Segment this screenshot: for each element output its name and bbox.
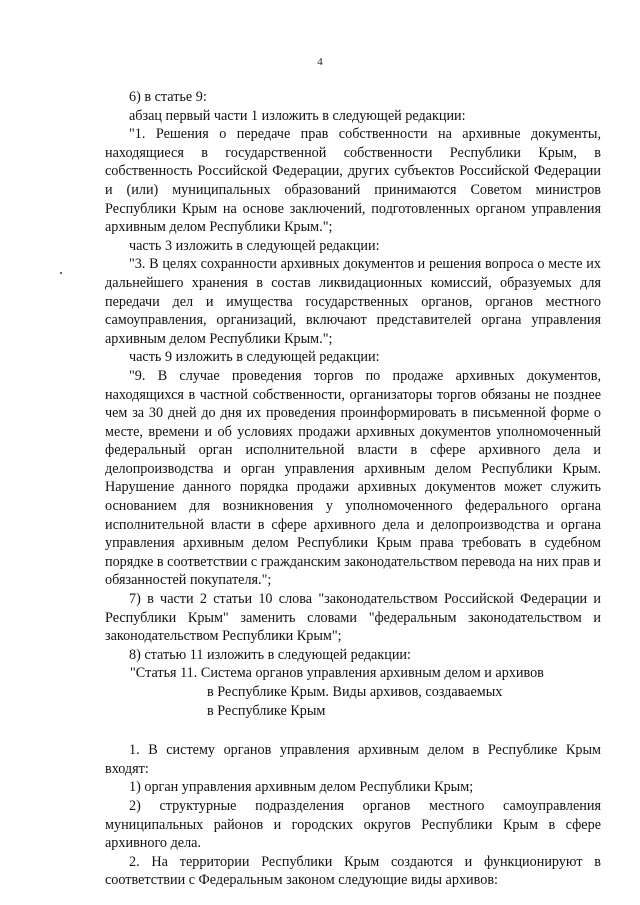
paragraph: 2) структурные подразделения органов местного самоуправления муниципальных районов и городских округов Республики Крым в сфере архивного дела. bbox=[105, 797, 601, 852]
paragraph: часть 9 изложить в следующей редакции: bbox=[129, 349, 380, 366]
paragraph: 6) в статье 9: bbox=[129, 89, 207, 105]
paragraph: "3. В целях сохранности архивных документов и решения вопроса о месте их дальнейшего хранения в состав ликвидационных комиссий, образуемых для передачи дел и имущества государственных органов, органов местного самоуправления, организаций, включают представителей органа управления архивным делом Республики Крым."; bbox=[105, 256, 601, 347]
article-heading-line: в Республике Крым. Виды архивов, создаваемых bbox=[207, 684, 503, 700]
paragraph: абзац первый части 1 изложить в следующей редакции: bbox=[129, 107, 466, 124]
paragraph: часть 3 изложить в следующей редакции: bbox=[129, 237, 380, 254]
paragraph: "1. Решения о передаче прав собственности на архивные документы, находящиеся в государственной собственности Республики Крым, в собственность Российской Федерации, других субъектов Российской Федерации и (или) муниципальных образований принимаются Советом министров Республики Крым на основе заключений, подготовленных органом управления архивным делом Республики Крым."; bbox=[105, 126, 601, 236]
spacer bbox=[105, 720, 601, 741]
paragraph: 7) в части 2 статьи 10 слова "законодательством Российской Федерации и Республики Крым" заменить словами "федеральным законодательством и законодательством Республики Крым"; bbox=[105, 591, 601, 645]
document-body bbox=[105, 88, 601, 890]
paragraph: 8) статью 11 изложить в следующей редакции: bbox=[129, 646, 411, 663]
paragraph: 1) орган управления архивным делом Республики Крым; bbox=[129, 779, 474, 796]
scan-speck bbox=[60, 272, 62, 274]
page-number: 4 bbox=[317, 56, 323, 68]
article-heading: "Статья 11. Система органов управления архивным делом и архивов bbox=[130, 665, 544, 682]
article-heading-line: в Республике Крым bbox=[207, 702, 326, 719]
paragraph: "9. В случае проведения торгов по продаже архивных документов, находящихся в частной собственности, организаторы торгов обязаны не позднее чем за 30 дней до дня их проведения проинформировать в письменной форме о месте, времени и об условиях продажи архивных документов уполномоченный федеральный орган исполнительной власти в сфере архивного дела и делопроизводства и орган управления архивным делом Республики Крым. Нарушение данного порядка продажи архивных документов может служить основанием для возникновения у уполномоченного федерального органа исполнительной власти в сфере архивного дела и делопроизводства и органа управления архивным делом Республики Крым права требовать в судебном порядке в соответствии с гражданским законодательством перевода на них прав и обязанностей покупателя."; bbox=[105, 367, 601, 589]
paragraph: 2. На территории Республики Крым создаются и функционируют в соответствии с Федеральным законом следующие виды архивов: bbox=[105, 853, 601, 889]
paragraph: 1. В систему органов управления архивным делом в Республике Крым входят: bbox=[105, 742, 601, 777]
